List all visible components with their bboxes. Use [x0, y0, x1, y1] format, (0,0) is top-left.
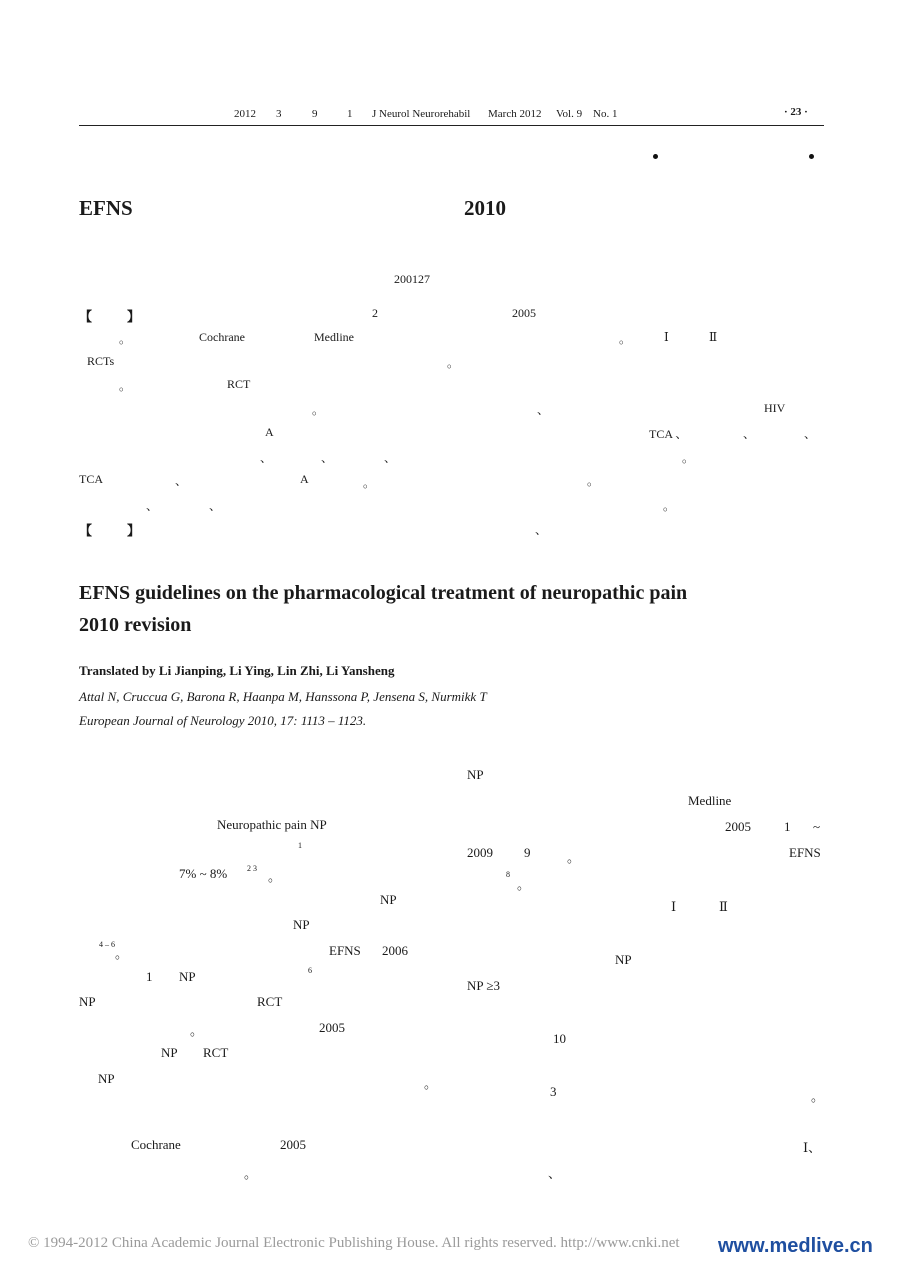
body-ref: 4 – 6	[99, 940, 115, 949]
body-text: NP	[293, 917, 310, 932]
translators: Translated by Li Jianping, Li Ying, Lin Zhi, Li Yansheng	[79, 663, 395, 678]
abstract-text: 、	[804, 427, 817, 441]
body-ref: 8	[506, 870, 510, 879]
page-number: · 23 ·	[784, 106, 808, 118]
body-text: 。	[517, 877, 531, 892]
medlive-logo[interactable]: www.medlive.cn	[718, 1235, 873, 1257]
header-volume: 9	[312, 108, 318, 120]
keywords-text: 、	[535, 523, 548, 537]
body-text: 、	[548, 1166, 562, 1181]
body-ref: 6	[308, 966, 312, 975]
body-text: 。	[268, 869, 282, 884]
body-text: 。	[190, 1023, 204, 1038]
body-text: NP	[98, 1071, 115, 1086]
title-en-line2: 2010 revision	[79, 614, 192, 636]
header-issue: 1	[347, 108, 353, 120]
body-text: NP	[161, 1045, 178, 1060]
body-text: Cochrane	[131, 1137, 181, 1152]
body-text: 7% ~ 8%	[179, 866, 228, 881]
body-text: 2005	[319, 1020, 345, 1035]
body-ref: 2 3	[247, 864, 257, 873]
body-text: 9	[524, 845, 531, 860]
body-text: 2006	[382, 943, 408, 958]
abstract-text: 2005	[512, 306, 536, 320]
abstract-text: 、	[209, 499, 222, 513]
header-vol-en: Vol. 9	[556, 108, 583, 120]
body-text: RCT	[257, 994, 283, 1009]
abstract-text: 。	[663, 499, 676, 513]
abstract-text: TCA 、	[649, 427, 688, 441]
postcode: 200127	[394, 272, 430, 286]
body-text: Medline	[688, 793, 732, 808]
abstract-text: TCA	[79, 472, 103, 486]
body-text: 2009	[467, 845, 493, 860]
abstract-text: 2	[372, 306, 378, 320]
abstract-text: A	[300, 472, 309, 486]
body-text: 。	[244, 1166, 258, 1181]
keywords-bracket-close: 】	[127, 523, 141, 538]
body-text: ~	[813, 819, 821, 834]
abstract-text: 、	[743, 427, 756, 441]
body-text: 10	[553, 1031, 566, 1046]
body-text: 。	[424, 1076, 438, 1091]
header-month: 3	[276, 108, 282, 120]
body-text: NP	[79, 994, 96, 1009]
body-text: NP ≥3	[467, 978, 501, 993]
body-text: NP	[179, 969, 196, 984]
body-text: Ⅰ	[671, 899, 677, 914]
abstract-text: 、	[384, 451, 397, 465]
copyright-notice: © 1994-2012 China Academic Journal Electronic Publishing House. All rights reserved. http://www.cnki.net	[28, 1235, 680, 1251]
body-text: Neuropathic pain NP	[217, 817, 327, 832]
body-text: 2005	[725, 819, 751, 834]
body-text: 1	[146, 969, 153, 984]
body-text: NP	[467, 767, 484, 782]
title-cn-right: 2010	[464, 196, 506, 220]
abstract-text: Ⅰ	[664, 330, 669, 344]
abstract-text: 。	[312, 403, 325, 417]
body-text: 。	[811, 1089, 825, 1104]
header-journal: J Neurol Neurorehabil	[372, 108, 471, 120]
abstract-text: Ⅱ	[709, 330, 718, 344]
body-text: 。	[567, 850, 581, 865]
abstract-text: 、	[146, 499, 159, 513]
header-date: March 2012	[488, 108, 542, 120]
header-no-en: No. 1	[593, 108, 618, 120]
body-text: 。	[115, 946, 129, 961]
abstract-text: 。	[447, 356, 460, 370]
body-text: NP	[615, 952, 632, 967]
abstract-text: 、	[537, 403, 550, 417]
abstract-text: 。	[119, 379, 132, 393]
citation: European Journal of Neurology 2010, 17: 1113 – 1123.	[79, 713, 367, 728]
title-cn-left: EFNS	[79, 196, 133, 220]
body-text: 3	[550, 1084, 557, 1099]
abstract-text: 。	[363, 476, 376, 490]
column-marker-dot	[809, 154, 814, 159]
abstract-text: HIV	[764, 401, 786, 415]
body-text: Ⅰ、	[803, 1140, 822, 1155]
abstract-text: 。	[587, 474, 600, 488]
abstract-text: 、	[321, 451, 334, 465]
abstract-text: 。	[119, 332, 132, 346]
abstract-text: Medline	[314, 330, 354, 344]
abstract-text: 。	[619, 332, 632, 346]
authors: Attal N, Cruccua G, Barona R, Haanpa M, Hanssona P, Jensena S, Nurmikk T	[79, 689, 487, 704]
abstract-text: 。	[682, 451, 695, 465]
title-en-line1: EFNS guidelines on the pharmacological treatment of neuropathic pain	[79, 582, 688, 604]
abstract-text: RCTs	[87, 354, 115, 368]
abstract-text: A	[265, 425, 274, 439]
body-text: EFNS	[789, 845, 821, 860]
body-text: EFNS	[329, 943, 361, 958]
abstract-text: 、	[260, 451, 273, 465]
column-marker-dot	[653, 154, 658, 159]
abstract-bracket-open: 【	[79, 309, 93, 324]
body-ref: 1	[298, 841, 302, 850]
header-rule	[79, 125, 824, 126]
abstract-text: RCT	[227, 377, 251, 391]
header-year: 2012	[234, 108, 256, 120]
body-text: 2005	[280, 1137, 306, 1152]
body-text: RCT	[203, 1045, 229, 1060]
keywords-bracket-open: 【	[79, 523, 93, 538]
body-text: Ⅱ	[719, 899, 728, 914]
body-text: NP	[380, 892, 397, 907]
abstract-text: 、	[175, 474, 188, 488]
abstract-bracket-close: 】	[127, 309, 141, 324]
body-text: 1	[784, 819, 791, 834]
abstract-text: Cochrane	[199, 330, 245, 344]
